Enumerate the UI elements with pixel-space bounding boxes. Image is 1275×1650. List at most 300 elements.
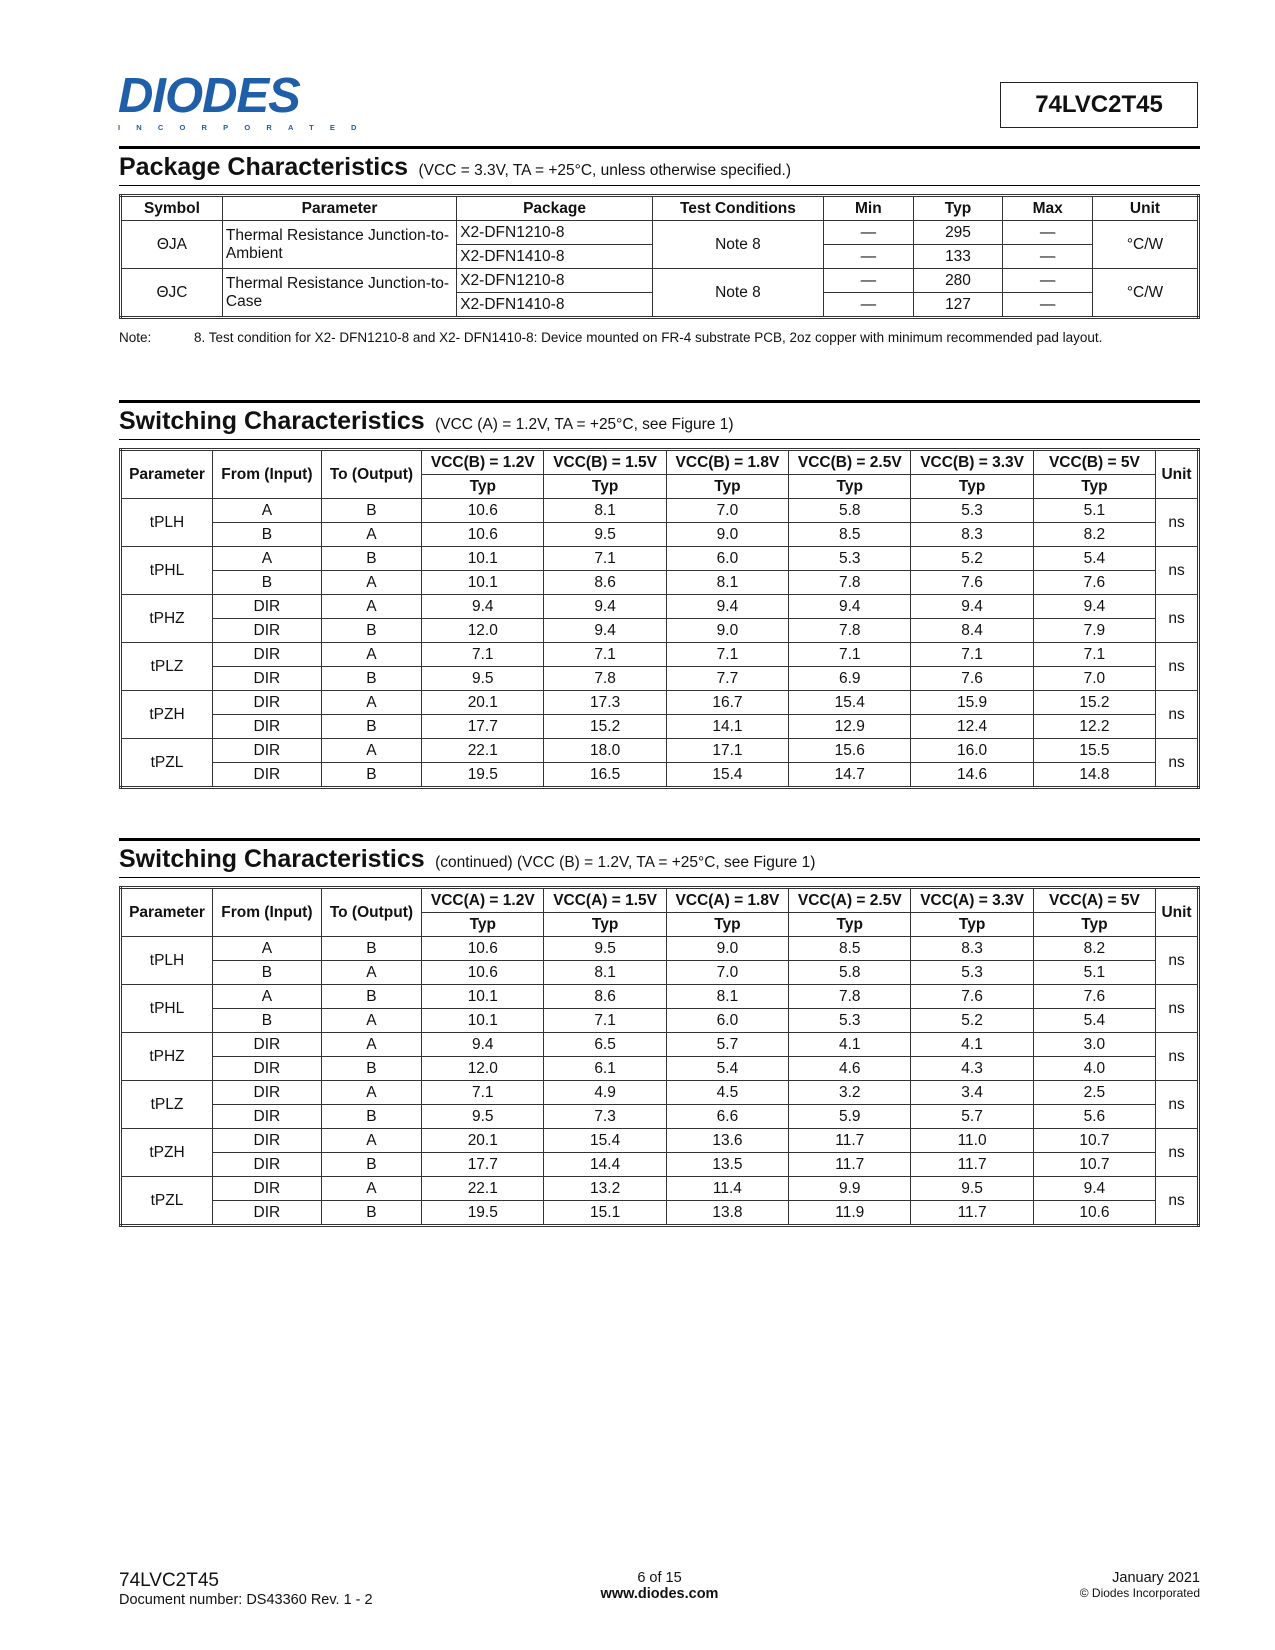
from-cell: DIR xyxy=(213,1201,322,1226)
value-cell: 7.8 xyxy=(789,571,911,595)
parameter-cell: Thermal Resistance Junction-to-Case xyxy=(222,269,456,318)
value-cell: 9.5 xyxy=(911,1177,1033,1201)
value-cell: 14.8 xyxy=(1033,763,1155,788)
value-cell: 6.1 xyxy=(544,1057,666,1081)
value-cell: 3.2 xyxy=(789,1081,911,1105)
param-cell: tPZL xyxy=(121,1177,213,1226)
value-cell: 9.9 xyxy=(789,1177,911,1201)
value-cell: 12.0 xyxy=(422,1057,544,1081)
value-cell: 9.5 xyxy=(422,1105,544,1129)
unit-cell: ns xyxy=(1156,1033,1199,1081)
value-cell: 7.6 xyxy=(911,571,1033,595)
value-cell: 10.6 xyxy=(422,499,544,523)
value-cell: 7.8 xyxy=(789,619,911,643)
value-cell: 5.3 xyxy=(911,961,1033,985)
switch-row xyxy=(121,1081,1199,1105)
value-cell: 6.6 xyxy=(666,1105,788,1129)
from-cell: B xyxy=(213,961,322,985)
value-cell: 12.2 xyxy=(1033,715,1155,739)
value-cell: 15.4 xyxy=(544,1129,666,1153)
value-cell: 8.4 xyxy=(911,619,1033,643)
package-header-cell: Max xyxy=(1003,196,1093,221)
value-cell: 5.4 xyxy=(1033,547,1155,571)
value-cell: 10.1 xyxy=(422,1009,544,1033)
from-header: From (Input) xyxy=(213,450,322,499)
value-cell: 10.6 xyxy=(422,523,544,547)
switch-row xyxy=(121,643,1199,667)
from-cell: A xyxy=(213,547,322,571)
package-cell: X2-DFN1210-8 xyxy=(457,221,653,245)
value-cell: 8.2 xyxy=(1033,937,1155,961)
package-note xyxy=(119,330,1200,345)
to-cell: A xyxy=(321,739,421,763)
diodes-logo xyxy=(118,69,373,132)
switch-row xyxy=(121,985,1199,1009)
to-header: To (Output) xyxy=(321,888,421,937)
value-cell: 9.0 xyxy=(666,619,788,643)
value-cell: 7.0 xyxy=(666,499,788,523)
package-table xyxy=(119,194,1200,319)
vcc-header: VCC(B) = 3.3V xyxy=(911,450,1033,475)
value-cell: 7.1 xyxy=(422,643,544,667)
typ-header: Typ xyxy=(911,475,1033,499)
value-cell: 6.0 xyxy=(666,547,788,571)
value-cell: 5.4 xyxy=(1033,1009,1155,1033)
from-cell: DIR xyxy=(213,1129,322,1153)
switching-table-1 xyxy=(119,448,1200,789)
from-cell: A xyxy=(213,937,322,961)
unit-cell: ns xyxy=(1156,691,1199,739)
from-cell: DIR xyxy=(213,643,322,667)
from-cell: DIR xyxy=(213,691,322,715)
from-cell: DIR xyxy=(213,667,322,691)
value-cell: 7.0 xyxy=(1033,667,1155,691)
value-cell: 3.4 xyxy=(911,1081,1033,1105)
package-header-cell: Typ xyxy=(913,196,1003,221)
switching2-section-conditions: (continued) (VCC (B) = 1.2V, TA = +25°C, see Figure 1) xyxy=(435,854,816,871)
to-cell: A xyxy=(321,1177,421,1201)
value-cell: 5.3 xyxy=(789,1009,911,1033)
to-cell: A xyxy=(321,571,421,595)
value-cell: 22.1 xyxy=(422,1177,544,1201)
value-cell: 9.4 xyxy=(422,1033,544,1057)
value-cell: 10.6 xyxy=(1033,1201,1155,1226)
value-cell: 11.9 xyxy=(789,1201,911,1226)
value-cell: 5.7 xyxy=(911,1105,1033,1129)
value-cell: 5.2 xyxy=(911,547,1033,571)
value-cell: 10.6 xyxy=(422,937,544,961)
unit-cell: ns xyxy=(1156,739,1199,788)
min-cell: — xyxy=(824,293,914,318)
value-cell: 10.6 xyxy=(422,961,544,985)
from-cell: B xyxy=(213,1009,322,1033)
switch-header-row xyxy=(121,450,1199,475)
value-cell: 14.7 xyxy=(789,763,911,788)
to-cell: B xyxy=(321,547,421,571)
max-cell: — xyxy=(1003,269,1093,293)
switch-row xyxy=(121,1009,1199,1033)
value-cell: 4.3 xyxy=(911,1057,1033,1081)
value-cell: 7.3 xyxy=(544,1105,666,1129)
unit-cell: ns xyxy=(1156,643,1199,691)
package-header-cell: Symbol xyxy=(121,196,223,221)
test-conditions-cell: Note 8 xyxy=(652,269,823,318)
vcc-header: VCC(B) = 1.5V xyxy=(544,450,666,475)
value-cell: 7.0 xyxy=(666,961,788,985)
value-cell: 15.4 xyxy=(666,763,788,788)
value-cell: 5.1 xyxy=(1033,499,1155,523)
value-cell: 13.5 xyxy=(666,1153,788,1177)
unit-cell: ns xyxy=(1156,1177,1199,1226)
to-cell: B xyxy=(321,715,421,739)
package-cell: X2-DFN1210-8 xyxy=(457,269,653,293)
vcc-header: VCC(B) = 5V xyxy=(1033,450,1155,475)
parameter-cell: Thermal Resistance Junction-to-Ambient xyxy=(222,221,456,269)
value-cell: 9.4 xyxy=(789,595,911,619)
value-cell: 7.6 xyxy=(911,667,1033,691)
value-cell: 11.4 xyxy=(666,1177,788,1201)
param-cell: tPZH xyxy=(121,691,213,739)
value-cell: 7.6 xyxy=(911,985,1033,1009)
value-cell: 19.5 xyxy=(422,763,544,788)
to-cell: B xyxy=(321,937,421,961)
unit-cell: ns xyxy=(1156,1081,1199,1129)
min-cell: — xyxy=(824,245,914,269)
value-cell: 12.0 xyxy=(422,619,544,643)
switching1-section-title: Switching Characteristics xyxy=(119,407,425,435)
min-cell: — xyxy=(824,221,914,245)
value-cell: 8.2 xyxy=(1033,523,1155,547)
value-cell: 4.5 xyxy=(666,1081,788,1105)
from-cell: DIR xyxy=(213,1177,322,1201)
value-cell: 11.7 xyxy=(789,1129,911,1153)
from-header: From (Input) xyxy=(213,888,322,937)
to-cell: A xyxy=(321,1009,421,1033)
value-cell: 17.3 xyxy=(544,691,666,715)
value-cell: 15.4 xyxy=(789,691,911,715)
value-cell: 17.7 xyxy=(422,1153,544,1177)
value-cell: 3.0 xyxy=(1033,1033,1155,1057)
symbol-cell: ΘJA xyxy=(121,221,223,269)
from-cell: B xyxy=(213,571,322,595)
to-cell: A xyxy=(321,1129,421,1153)
to-cell: A xyxy=(321,595,421,619)
to-cell: B xyxy=(321,1153,421,1177)
value-cell: 20.1 xyxy=(422,691,544,715)
switching-table-2 xyxy=(119,886,1200,1227)
vcc-header: VCC(B) = 1.8V xyxy=(666,450,788,475)
unit-header: Unit xyxy=(1156,888,1199,937)
value-cell: 4.6 xyxy=(789,1057,911,1081)
switch-row xyxy=(121,595,1199,619)
switch-row xyxy=(121,499,1199,523)
package-row xyxy=(121,221,1199,245)
param-header: Parameter xyxy=(121,450,213,499)
value-cell: 15.9 xyxy=(911,691,1033,715)
package-section-conditions: (VCC = 3.3V, TA = +25°C, unless otherwise specified.) xyxy=(418,162,792,179)
switch-row xyxy=(121,1057,1199,1081)
value-cell: 10.1 xyxy=(422,985,544,1009)
value-cell: 4.1 xyxy=(911,1033,1033,1057)
typ-header: Typ xyxy=(666,475,788,499)
value-cell: 7.1 xyxy=(666,643,788,667)
package-section-title: Package Characteristics xyxy=(119,153,409,181)
switch-row xyxy=(121,691,1199,715)
switch-row xyxy=(121,937,1199,961)
value-cell: 5.3 xyxy=(789,547,911,571)
to-cell: A xyxy=(321,1033,421,1057)
from-cell: B xyxy=(213,523,322,547)
value-cell: 8.5 xyxy=(789,523,911,547)
switch-row xyxy=(121,739,1199,763)
package-header-cell: Test Conditions xyxy=(652,196,823,221)
value-cell: 19.5 xyxy=(422,1201,544,1226)
test-conditions-cell: Note 8 xyxy=(652,221,823,269)
typ-header: Typ xyxy=(544,475,666,499)
to-cell: B xyxy=(321,985,421,1009)
typ-header: Typ xyxy=(422,913,544,937)
value-cell: 7.1 xyxy=(1033,643,1155,667)
switching1-section-header xyxy=(119,400,1200,440)
to-cell: A xyxy=(321,1081,421,1105)
switch-row xyxy=(121,547,1199,571)
typ-header: Typ xyxy=(911,913,1033,937)
value-cell: 7.1 xyxy=(544,643,666,667)
switching-characteristics-section-1 xyxy=(119,400,1200,789)
value-cell: 11.0 xyxy=(911,1129,1033,1153)
value-cell: 9.4 xyxy=(666,595,788,619)
package-header-cell: Parameter xyxy=(222,196,456,221)
value-cell: 15.2 xyxy=(1033,691,1155,715)
max-cell: — xyxy=(1003,221,1093,245)
value-cell: 14.4 xyxy=(544,1153,666,1177)
value-cell: 4.1 xyxy=(789,1033,911,1057)
to-cell: B xyxy=(321,619,421,643)
switch-row xyxy=(121,1129,1199,1153)
value-cell: 11.7 xyxy=(911,1201,1033,1226)
switch-header-row xyxy=(121,888,1199,913)
switch-row xyxy=(121,1105,1199,1129)
from-cell: DIR xyxy=(213,715,322,739)
value-cell: 7.6 xyxy=(1033,985,1155,1009)
param-cell: tPHZ xyxy=(121,595,213,643)
value-cell: 9.4 xyxy=(422,595,544,619)
to-cell: B xyxy=(321,1057,421,1081)
switch-row xyxy=(121,571,1199,595)
footer-part-number: 74LVC2T45 xyxy=(119,1570,219,1591)
unit-cell: ns xyxy=(1156,937,1199,985)
from-cell: DIR xyxy=(213,1081,322,1105)
value-cell: 9.5 xyxy=(544,937,666,961)
to-cell: A xyxy=(321,691,421,715)
from-cell: DIR xyxy=(213,619,322,643)
value-cell: 17.1 xyxy=(666,739,788,763)
param-cell: tPHL xyxy=(121,985,213,1033)
value-cell: 6.9 xyxy=(789,667,911,691)
typ-header: Typ xyxy=(666,913,788,937)
vcc-header: VCC(A) = 1.8V xyxy=(666,888,788,913)
param-cell: tPLH xyxy=(121,937,213,985)
value-cell: 7.1 xyxy=(789,643,911,667)
value-cell: 10.7 xyxy=(1033,1153,1155,1177)
footer-date: January 2021 xyxy=(1112,1570,1200,1586)
switch-row xyxy=(121,961,1199,985)
value-cell: 5.8 xyxy=(789,499,911,523)
to-cell: A xyxy=(321,961,421,985)
value-cell: 4.9 xyxy=(544,1081,666,1105)
value-cell: 7.6 xyxy=(1033,571,1155,595)
from-cell: A xyxy=(213,985,322,1009)
param-cell: tPLH xyxy=(121,499,213,547)
value-cell: 7.8 xyxy=(789,985,911,1009)
package-header-row xyxy=(121,196,1199,221)
from-cell: DIR xyxy=(213,739,322,763)
to-cell: B xyxy=(321,1105,421,1129)
unit-cell: ns xyxy=(1156,499,1199,547)
to-cell: B xyxy=(321,1201,421,1226)
value-cell: 9.4 xyxy=(1033,595,1155,619)
value-cell: 7.8 xyxy=(544,667,666,691)
unit-cell: ns xyxy=(1156,1129,1199,1177)
param-cell: tPZL xyxy=(121,739,213,788)
value-cell: 7.1 xyxy=(422,1081,544,1105)
value-cell: 5.4 xyxy=(666,1057,788,1081)
switching2-section-title: Switching Characteristics xyxy=(119,845,425,873)
unit-cell: °C/W xyxy=(1092,269,1198,318)
value-cell: 14.6 xyxy=(911,763,1033,788)
package-section-header xyxy=(119,146,1200,186)
part-number-box: 74LVC2T45 xyxy=(1000,82,1198,128)
package-header-cell: Package xyxy=(457,196,653,221)
package-header-cell: Min xyxy=(824,196,914,221)
param-cell: tPZH xyxy=(121,1129,213,1177)
value-cell: 8.3 xyxy=(911,523,1033,547)
value-cell: 9.4 xyxy=(544,619,666,643)
vcc-header: VCC(B) = 2.5V xyxy=(789,450,911,475)
typ-header: Typ xyxy=(1033,913,1155,937)
to-cell: B xyxy=(321,667,421,691)
value-cell: 11.7 xyxy=(911,1153,1033,1177)
value-cell: 12.9 xyxy=(789,715,911,739)
value-cell: 8.5 xyxy=(789,937,911,961)
package-cell: X2-DFN1410-8 xyxy=(457,245,653,269)
value-cell: 9.4 xyxy=(1033,1177,1155,1201)
typ-header: Typ xyxy=(789,475,911,499)
value-cell: 17.7 xyxy=(422,715,544,739)
switching1-section-conditions: (VCC (A) = 1.2V, TA = +25°C, see Figure 1) xyxy=(435,416,734,433)
logo-subtitle: INCORPORATED xyxy=(118,123,373,132)
value-cell: 11.7 xyxy=(789,1153,911,1177)
value-cell: 5.2 xyxy=(911,1009,1033,1033)
to-cell: A xyxy=(321,523,421,547)
typ-cell: 280 xyxy=(913,269,1003,293)
value-cell: 5.8 xyxy=(789,961,911,985)
switch-row xyxy=(121,1201,1199,1226)
switching2-section-header xyxy=(119,838,1200,878)
value-cell: 9.0 xyxy=(666,937,788,961)
note-label: Note: xyxy=(119,330,152,345)
note-text: 8. Test condition for X2- DFN1210-8 and X2- DFN1410-8: Device mounted on FR-4 substrate PCB, 2oz copper with minimum recommended pad layout. xyxy=(194,330,1103,345)
value-cell: 8.6 xyxy=(544,985,666,1009)
value-cell: 6.5 xyxy=(544,1033,666,1057)
value-cell: 10.1 xyxy=(422,571,544,595)
value-cell: 8.6 xyxy=(544,571,666,595)
value-cell: 15.2 xyxy=(544,715,666,739)
switch-row xyxy=(121,1177,1199,1201)
package-row xyxy=(121,269,1199,293)
typ-cell: 295 xyxy=(913,221,1003,245)
typ-header: Typ xyxy=(422,475,544,499)
value-cell: 13.8 xyxy=(666,1201,788,1226)
from-cell: DIR xyxy=(213,763,322,788)
from-cell: DIR xyxy=(213,1057,322,1081)
to-cell: B xyxy=(321,499,421,523)
switch-row xyxy=(121,763,1199,788)
value-cell: 8.1 xyxy=(544,961,666,985)
vcc-header: VCC(A) = 1.5V xyxy=(544,888,666,913)
value-cell: 5.9 xyxy=(789,1105,911,1129)
switch-row xyxy=(121,667,1199,691)
value-cell: 15.1 xyxy=(544,1201,666,1226)
typ-header: Typ xyxy=(789,913,911,937)
switching-characteristics-section-2 xyxy=(119,838,1200,1227)
value-cell: 5.7 xyxy=(666,1033,788,1057)
switch-row xyxy=(121,1033,1199,1057)
typ-header: Typ xyxy=(1033,475,1155,499)
param-cell: tPHZ xyxy=(121,1033,213,1081)
value-cell: 9.0 xyxy=(666,523,788,547)
typ-cell: 133 xyxy=(913,245,1003,269)
typ-cell: 127 xyxy=(913,293,1003,318)
value-cell: 15.5 xyxy=(1033,739,1155,763)
unit-cell: °C/W xyxy=(1092,221,1198,269)
package-characteristics-section xyxy=(119,146,1200,319)
from-cell: DIR xyxy=(213,1153,322,1177)
switch-row xyxy=(121,715,1199,739)
value-cell: 9.5 xyxy=(544,523,666,547)
value-cell: 5.6 xyxy=(1033,1105,1155,1129)
package-cell: X2-DFN1410-8 xyxy=(457,293,653,318)
value-cell: 12.4 xyxy=(911,715,1033,739)
value-cell: 16.7 xyxy=(666,691,788,715)
value-cell: 8.1 xyxy=(666,571,788,595)
logo-wordmark: DIODES xyxy=(118,69,300,123)
from-cell: DIR xyxy=(213,1105,322,1129)
footer-copyright: © Diodes Incorporated xyxy=(1079,1586,1200,1600)
value-cell: 14.1 xyxy=(666,715,788,739)
to-cell: B xyxy=(321,763,421,788)
switch-row xyxy=(121,523,1199,547)
value-cell: 7.1 xyxy=(544,1009,666,1033)
value-cell: 6.0 xyxy=(666,1009,788,1033)
value-cell: 7.9 xyxy=(1033,619,1155,643)
param-cell: tPLZ xyxy=(121,1081,213,1129)
vcc-header: VCC(A) = 3.3V xyxy=(911,888,1033,913)
vcc-header: VCC(A) = 5V xyxy=(1033,888,1155,913)
unit-cell: ns xyxy=(1156,985,1199,1033)
value-cell: 2.5 xyxy=(1033,1081,1155,1105)
footer-page-number: 6 of 15 xyxy=(637,1570,682,1586)
value-cell: 8.1 xyxy=(544,499,666,523)
param-header: Parameter xyxy=(121,888,213,937)
from-cell: DIR xyxy=(213,595,322,619)
value-cell: 22.1 xyxy=(422,739,544,763)
value-cell: 13.6 xyxy=(666,1129,788,1153)
value-cell: 7.1 xyxy=(911,643,1033,667)
value-cell: 4.0 xyxy=(1033,1057,1155,1081)
footer-doc-number: Document number: DS43360 Rev. 1 - 2 xyxy=(119,1592,373,1608)
value-cell: 16.0 xyxy=(911,739,1033,763)
